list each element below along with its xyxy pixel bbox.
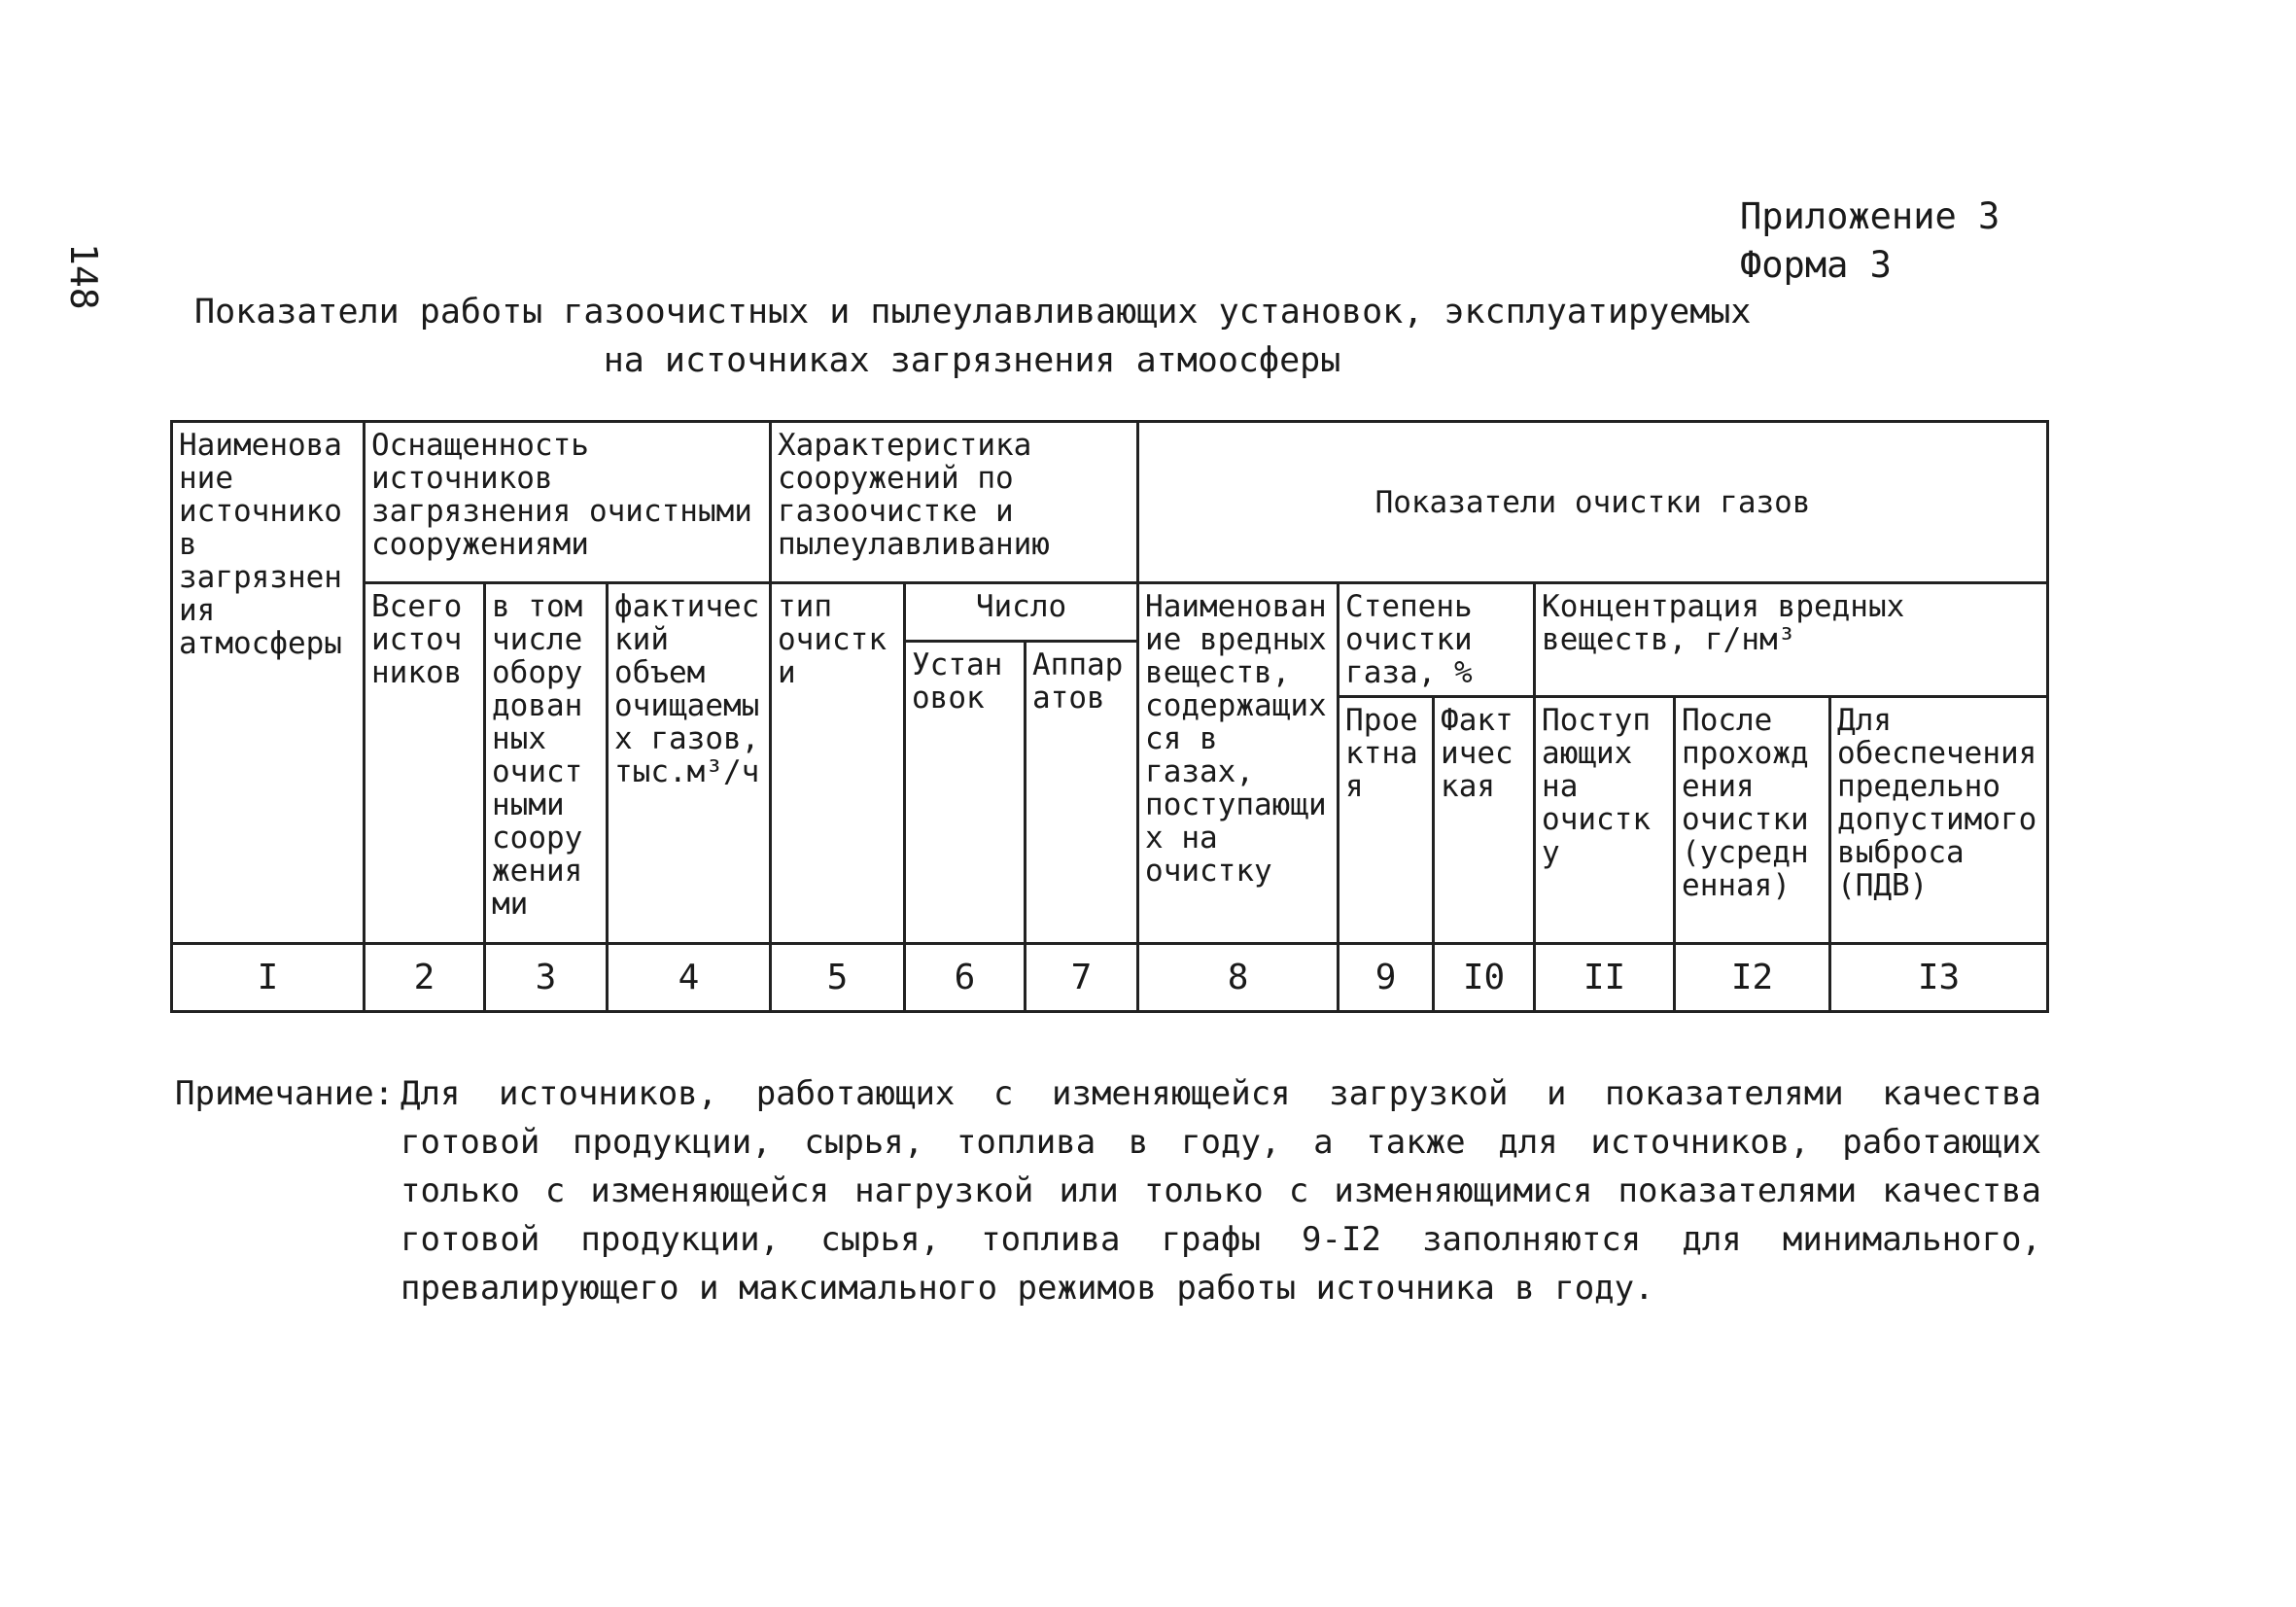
header-apparatus: Аппаратов: [1026, 642, 1138, 944]
appendix-label: Приложение 3: [1740, 195, 2000, 237]
column-number: I3: [1830, 944, 2048, 1012]
header-actual: Фактическая: [1434, 697, 1535, 944]
header-cleaning-indicators: Показатели очистки газов: [1138, 422, 2048, 583]
note-text: Для источников, работающих с изменяющейся загрузкой и показателями качества готовой продукции, сырья, топлива в году, а также для источников, работающих только с изменяющейся нагрузкой или только с изменяющимися показателями качества готовой продукции, сырья, топлива графы 9-I2 заполняются для минимального, превалирующего и максимального режимов работы источника в году.: [400, 1074, 2041, 1308]
column-number: 5: [771, 944, 905, 1012]
header-concentration: Концентрация вредных веществ, г/нм³: [1535, 583, 2048, 697]
column-number: 4: [608, 944, 771, 1012]
header-number: Число: [905, 583, 1138, 642]
header-incoming: Поступающих на очистку: [1535, 697, 1675, 944]
header-cleaning-type: тип очистки: [771, 583, 905, 944]
header-equipped-sources: в том числе оборудованных очистными сооружениями: [485, 583, 608, 944]
column-number: I0: [1434, 944, 1535, 1012]
column-number: 7: [1026, 944, 1138, 1012]
title-line-2: на источниках загрязнения атмоосферы: [603, 341, 1341, 380]
header-equipment-group: Оснащенность источников загрязнения очистными сооружениями: [365, 422, 771, 583]
header-pdv: Для обеспечения предельно допустимого выброса (ПДВ): [1830, 697, 2048, 944]
document-title: [194, 288, 1750, 385]
header-installations: Установок: [905, 642, 1026, 944]
appendix-header: [1740, 192, 2000, 290]
column-number: II: [1535, 944, 1675, 1012]
header-after-cleaning: После прохождения очистки (усредненная): [1675, 697, 1830, 944]
header-design: Проектная: [1339, 697, 1434, 944]
page-number: 148: [62, 243, 105, 310]
note-label: Примечание:: [175, 1074, 395, 1113]
header-source-name: Наименование источников загрязнения атмосферы: [172, 422, 365, 944]
form-label: Форма 3: [1740, 244, 1892, 286]
note-section: [175, 1069, 2041, 1312]
column-number: 2: [365, 944, 485, 1012]
column-number: I: [172, 944, 365, 1012]
title-line-1: Показатели работы газоочистных и пылеулавливающих установок, эксплуатируемых: [194, 293, 1752, 332]
column-number: 6: [905, 944, 1026, 1012]
column-number: 8: [1138, 944, 1339, 1012]
header-substances: Наименование вредных веществ, содержащихся в газах, поступающих на очистку: [1138, 583, 1339, 944]
header-gas-volume: фактический объем очищаемых газов, тыс.м³/ч: [608, 583, 771, 944]
form-table: [170, 420, 2049, 1013]
column-number: 3: [485, 944, 608, 1012]
header-cleaning-degree: Степень очистки газа, %: [1339, 583, 1535, 697]
header-structures-group: Характеристика сооружений по газоочистке и пылеулавливанию: [771, 422, 1138, 583]
header-total-sources: Всего источников: [365, 583, 485, 944]
column-number: I2: [1675, 944, 1830, 1012]
column-number: 9: [1339, 944, 1434, 1012]
